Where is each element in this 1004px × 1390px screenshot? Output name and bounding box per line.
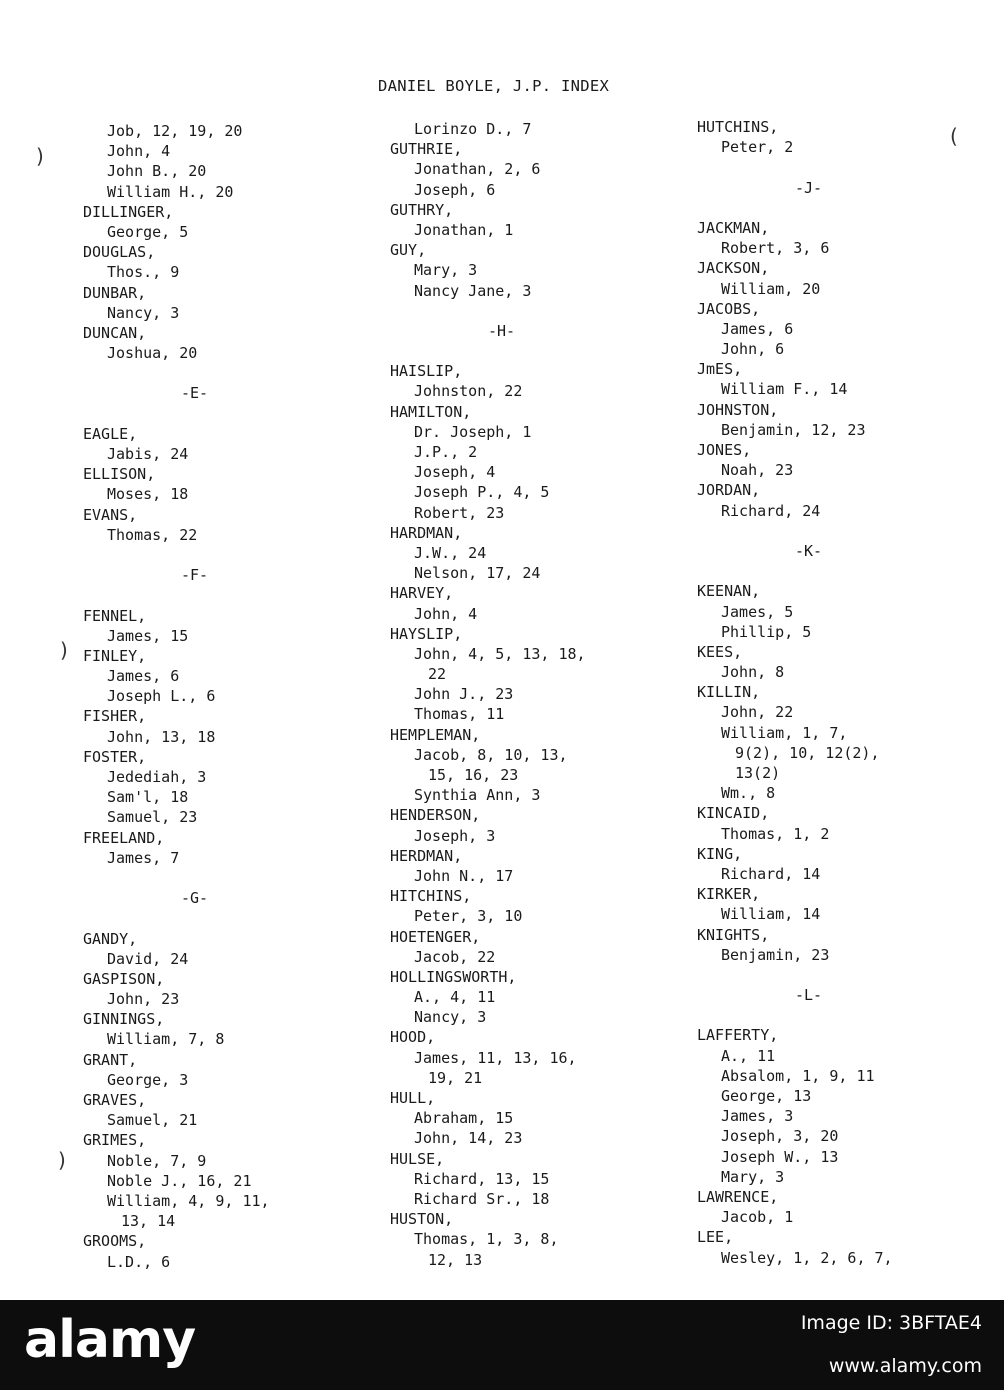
surname-entry: KIRKER, — [697, 885, 761, 904]
margin-paren-mark: ) — [60, 638, 68, 662]
given-name-entry: Richard, 14 — [721, 864, 821, 883]
given-name-entry: Jedediah, 3 — [107, 768, 207, 786]
spacer — [83, 585, 270, 605]
brand-logo: alamy — [24, 1310, 196, 1370]
spacer — [390, 301, 586, 321]
index-column-3 — [697, 117, 893, 1268]
given-name-entry: Samuel, 23 — [107, 808, 198, 827]
given-name-entry: Peter, 2 — [721, 138, 794, 157]
given-name-entry: Mary, 3 — [721, 1167, 785, 1186]
given-name-entry: Richard, 13, 15 — [414, 1169, 550, 1188]
given-name-entry: Joseph L., 6 — [107, 687, 216, 706]
given-name-entry: Nelson, 17, 24 — [414, 564, 541, 583]
surname-entry: HULL, — [390, 1089, 436, 1107]
surname-entry: LAWRENCE, — [697, 1187, 779, 1206]
surname-entry: HEMPLEMAN, — [390, 725, 481, 744]
given-name-entry: Moses, 18 — [107, 485, 189, 504]
spacer — [83, 545, 270, 565]
given-name-entry: William H., 20 — [107, 182, 234, 201]
given-name-entry: 13, 14 — [121, 1212, 176, 1231]
given-name-entry: Wm., 8 — [721, 784, 776, 803]
given-name-entry: John, 4 — [414, 604, 478, 623]
surname-entry: DOUGLAS, — [83, 243, 156, 262]
spacer — [697, 965, 893, 985]
surname-entry: EVANS, — [83, 505, 138, 524]
given-name-entry: Jonathan, 2, 6 — [414, 160, 541, 179]
given-name-entry: William, 4, 9, 11, — [107, 1191, 270, 1210]
surname-entry: KEES, — [697, 642, 743, 661]
given-name-entry: John, 8 — [721, 663, 785, 682]
surname-entry: GINNINGS, — [83, 1010, 165, 1029]
image-id-label: Image ID: 3BFTAE4 — [800, 1312, 982, 1334]
given-name-entry: Job, 12, 19, 20 — [107, 122, 243, 140]
surname-entry: GUTHRIE, — [390, 140, 463, 159]
given-name-entry: Jacob, 8, 10, 13, — [414, 745, 568, 764]
surname-entry: GRANT, — [83, 1050, 138, 1069]
surname-entry: HAYSLIP, — [390, 624, 463, 643]
margin-paren-mark: ( — [950, 124, 958, 148]
surname-entry: HOLLINGSWORTH, — [390, 967, 517, 986]
given-name-entry: Jacob, 1 — [721, 1208, 794, 1227]
surname-entry: KINCAID, — [697, 804, 770, 823]
given-name-entry: Thos., 9 — [107, 263, 180, 282]
given-name-entry: John J., 23 — [414, 685, 514, 704]
given-name-entry: Phillip, 5 — [721, 622, 812, 641]
given-name-entry: Thomas, 11 — [414, 705, 505, 724]
given-name-entry: Nancy, 3 — [107, 303, 180, 322]
surname-entry: HUSTON, — [390, 1210, 454, 1229]
given-name-entry: J.W., 24 — [414, 543, 487, 562]
margin-paren-mark: ) — [36, 144, 44, 168]
surname-entry: GANDY, — [83, 929, 138, 948]
given-name-entry: Thomas, 1, 2 — [721, 824, 830, 843]
surname-entry: HARDMAN, — [390, 523, 463, 542]
given-name-entry: David, 24 — [107, 949, 189, 968]
given-name-entry: Joseph, 3, 20 — [721, 1127, 839, 1146]
spacer — [390, 341, 586, 361]
given-name-entry: John, 6 — [721, 340, 785, 359]
page-title: DANIEL BOYLE, J.P. INDEX — [378, 77, 610, 95]
given-name-entry: John, 22 — [721, 703, 794, 722]
surname-entry: LEE, — [697, 1228, 734, 1247]
given-name-entry: Sam'l, 18 — [107, 788, 189, 807]
given-name-entry: John, 13, 18 — [107, 727, 216, 746]
given-name-entry: Noble, 7, 9 — [107, 1151, 207, 1170]
surname-entry: JONES, — [697, 441, 752, 459]
given-name-entry: Thomas, 22 — [107, 525, 198, 544]
surname-entry: HAISLIP, — [390, 362, 463, 381]
given-name-entry: 13(2) — [735, 764, 781, 782]
surname-entry: DILLINGER, — [83, 202, 174, 221]
given-name-entry: A., 4, 11 — [414, 988, 496, 1007]
spacer — [697, 561, 893, 581]
spacer — [83, 404, 270, 424]
given-name-entry: Joseph, 6 — [414, 180, 496, 199]
surname-entry: GROOMS, — [83, 1232, 147, 1251]
surname-entry: KEENAN, — [697, 582, 761, 601]
index-column-1 — [83, 121, 270, 1272]
given-name-entry: Synthia Ann, 3 — [414, 786, 541, 805]
surname-entry: HARVEY, — [390, 584, 454, 603]
section-letter-header: -H- — [488, 321, 516, 340]
given-name-entry: 19, 21 — [428, 1068, 483, 1087]
given-name-entry: Benjamin, 23 — [721, 945, 830, 964]
surname-entry: KILLIN, — [697, 683, 761, 702]
given-name-entry: James, 7 — [107, 848, 180, 867]
given-name-entry: Robert, 23 — [414, 503, 505, 522]
given-name-entry: Dr. Joseph, 1 — [414, 422, 532, 441]
given-name-entry: William, 14 — [721, 905, 821, 924]
given-name-entry: Joshua, 20 — [107, 344, 198, 363]
spacer — [697, 1005, 893, 1025]
spacer — [697, 521, 893, 541]
given-name-entry: Abraham, 15 — [414, 1109, 514, 1128]
surname-entry: HERDMAN, — [390, 846, 463, 865]
given-name-entry: 12, 13 — [428, 1250, 483, 1269]
given-name-entry: Joseph, 3 — [414, 826, 496, 845]
surname-entry: GRAVES, — [83, 1091, 147, 1109]
spacer — [83, 908, 270, 928]
given-name-entry: Johnston, 22 — [414, 382, 523, 401]
given-name-entry: James, 5 — [721, 602, 794, 621]
section-letter-header: -J- — [795, 178, 823, 197]
section-letter-header: -F- — [181, 566, 209, 585]
surname-entry: FENNEL, — [83, 606, 147, 625]
given-name-entry: 22 — [428, 665, 447, 684]
surname-entry: HOOD, — [390, 1028, 436, 1047]
surname-entry: FREELAND, — [83, 828, 165, 847]
surname-entry: KNIGHTS, — [697, 925, 770, 944]
spacer — [697, 157, 893, 177]
site-url: www.alamy.com — [828, 1355, 982, 1377]
given-name-entry: Wesley, 1, 2, 6, 7, — [721, 1248, 893, 1267]
given-name-entry: Jabis, 24 — [107, 445, 189, 463]
given-name-entry: Samuel, 21 — [107, 1111, 198, 1130]
given-name-entry: J.P., 2 — [414, 443, 478, 461]
given-name-entry: Mary, 3 — [414, 261, 478, 280]
surname-entry: HENDERSON, — [390, 806, 481, 825]
given-name-entry: 15, 16, 23 — [428, 766, 519, 784]
given-name-entry: Jonathan, 1 — [414, 220, 514, 239]
section-letter-header: -L- — [795, 986, 823, 1005]
given-name-entry: Joseph, 4 — [414, 463, 496, 482]
given-name-entry: George, 5 — [107, 222, 189, 241]
given-name-entry: Nancy, 3 — [414, 1008, 487, 1027]
surname-entry: JmES, — [697, 360, 743, 379]
given-name-entry: 9(2), 10, 12(2), — [735, 743, 880, 762]
given-name-entry: Peter, 3, 10 — [414, 907, 523, 926]
given-name-entry: John, 4 — [107, 142, 171, 161]
given-name-entry: George, 13 — [721, 1087, 812, 1105]
given-name-entry: John B., 20 — [107, 162, 207, 181]
section-letter-header: -G- — [181, 889, 209, 908]
surname-entry: KING, — [697, 844, 743, 863]
given-name-entry: William F., 14 — [721, 380, 848, 399]
given-name-entry: Joseph W., 13 — [721, 1147, 839, 1166]
given-name-entry: L.D., 6 — [107, 1252, 171, 1271]
given-name-entry: James, 6 — [721, 319, 794, 338]
surname-entry: ELLISON, — [83, 465, 156, 484]
surname-entry: FOSTER, — [83, 747, 147, 766]
given-name-entry: William, 1, 7, — [721, 723, 848, 742]
spacer — [83, 868, 270, 888]
surname-entry: GASPISON, — [83, 969, 165, 988]
spacer — [697, 198, 893, 218]
given-name-entry: John, 23 — [107, 990, 180, 1009]
surname-entry: JACKSON, — [697, 259, 770, 278]
index-column-2 — [390, 119, 586, 1270]
given-name-entry: Joseph P., 4, 5 — [414, 483, 550, 502]
section-letter-header: -K- — [795, 541, 823, 560]
given-name-entry: Nancy Jane, 3 — [414, 281, 532, 300]
given-name-entry: James, 15 — [107, 626, 189, 645]
section-letter-header: -E- — [181, 384, 209, 403]
given-name-entry: Noah, 23 — [721, 461, 794, 480]
given-name-entry: John N., 17 — [414, 866, 514, 885]
given-name-entry: Jacob, 22 — [414, 947, 496, 966]
spacer — [83, 363, 270, 383]
given-name-entry: Benjamin, 12, 23 — [721, 420, 866, 439]
surname-entry: GUY, — [390, 241, 427, 260]
given-name-entry: William, 7, 8 — [107, 1030, 225, 1049]
surname-entry: GUTHRY, — [390, 200, 454, 219]
surname-entry: HUTCHINS, — [697, 118, 779, 136]
given-name-entry: Noble J., 16, 21 — [107, 1171, 252, 1190]
surname-entry: JORDAN, — [697, 481, 761, 500]
surname-entry: JOHNSTON, — [697, 400, 779, 419]
given-name-entry: Richard, 24 — [721, 501, 821, 520]
surname-entry: JACOBS, — [697, 299, 761, 318]
surname-entry: DUNBAR, — [83, 283, 147, 302]
surname-entry: LAFFERTY, — [697, 1026, 779, 1045]
given-name-entry: Richard Sr., 18 — [414, 1189, 550, 1208]
surname-entry: GRIMES, — [83, 1131, 147, 1150]
surname-entry: DUNCAN, — [83, 323, 147, 342]
margin-paren-mark: ) — [58, 1148, 66, 1172]
given-name-entry: James, 11, 13, 16, — [414, 1048, 577, 1067]
given-name-entry: Lorinzo D., 7 — [414, 120, 532, 138]
given-name-entry: William, 20 — [721, 279, 821, 298]
surname-entry: HITCHINS, — [390, 887, 472, 906]
surname-entry: HAMILTON, — [390, 402, 472, 421]
surname-entry: FISHER, — [83, 707, 147, 726]
given-name-entry: Robert, 3, 6 — [721, 239, 830, 258]
given-name-entry: Thomas, 1, 3, 8, — [414, 1230, 559, 1249]
given-name-entry: James, 6 — [107, 667, 180, 686]
given-name-entry: John, 14, 23 — [414, 1129, 523, 1148]
given-name-entry: A., 11 — [721, 1046, 776, 1065]
surname-entry: EAGLE, — [83, 424, 138, 443]
surname-entry: HOETENGER, — [390, 927, 481, 946]
surname-entry: JACKMAN, — [697, 218, 770, 237]
given-name-entry: Absalom, 1, 9, 11 — [721, 1066, 875, 1085]
given-name-entry: James, 3 — [721, 1107, 794, 1126]
surname-entry: FINLEY, — [83, 646, 147, 665]
given-name-entry: George, 3 — [107, 1070, 189, 1089]
given-name-entry: John, 4, 5, 13, 18, — [414, 644, 586, 663]
surname-entry: HULSE, — [390, 1149, 445, 1168]
